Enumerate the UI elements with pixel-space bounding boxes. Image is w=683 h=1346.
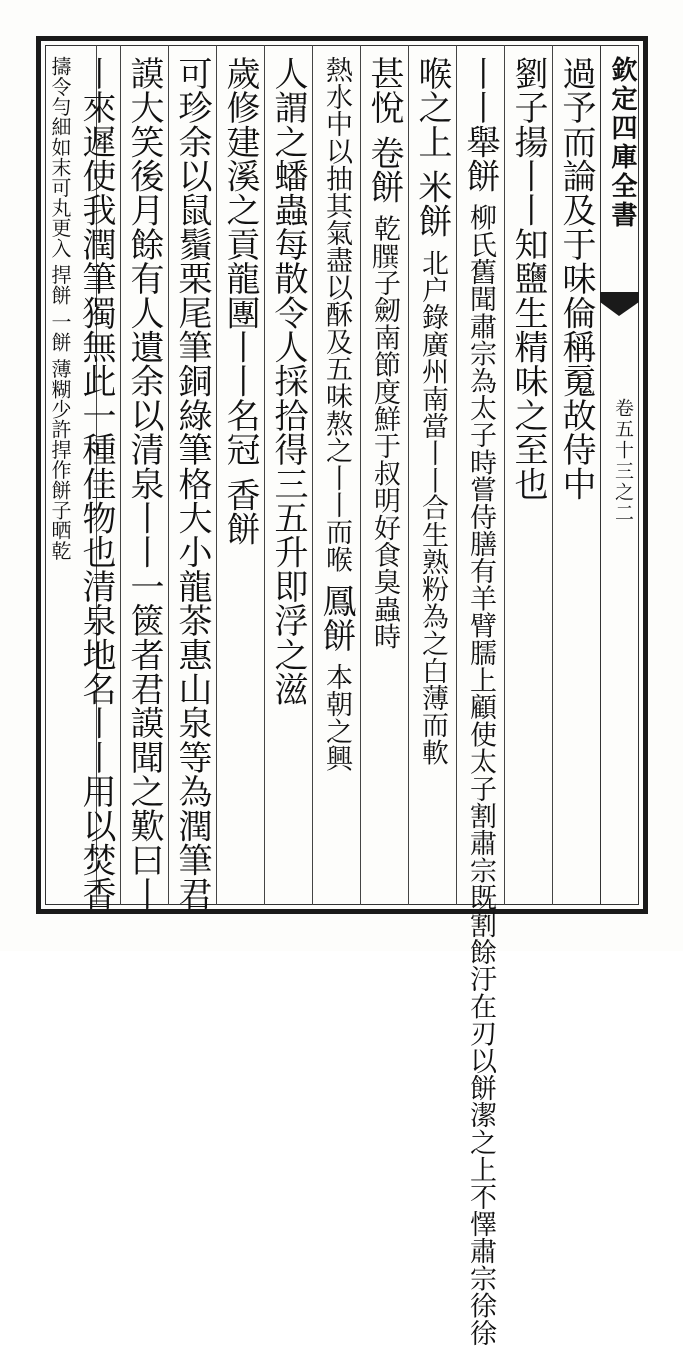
column-text: 劉子揚丨丨知鹽生精味之至也	[508, 56, 548, 501]
text-column-10	[120, 56, 168, 911]
text-column-9	[168, 56, 216, 911]
text-column-7	[264, 56, 312, 896]
column-text: 丨丨舉餅	[460, 56, 500, 193]
text-column-6	[312, 56, 360, 896]
column-text: 薄糊少許捍作餅子晒乾	[48, 358, 72, 561]
headword-xiangbing: 香餅	[220, 477, 260, 546]
column-text: 歲修建溪之貢龍團丨丨名冠	[220, 56, 260, 467]
column-text: 人謂之蟠蟲每散令人採拾得三五升即浮之滋	[268, 56, 308, 706]
annotation-text: 本朝之興	[321, 663, 352, 773]
text-column-2	[504, 56, 552, 896]
headword-fengbing: 鳳餅	[316, 583, 356, 653]
text-column-12	[48, 56, 72, 896]
headword-yibing: 一餅	[48, 311, 72, 352]
text-column-1	[552, 56, 600, 896]
column-text: 過予而論及于味倫稱䰟故侍中	[556, 56, 596, 501]
column-text: 丨來遲使我潤筆獨無此一種佳物也清泉地名丨丨用以焚香	[76, 56, 116, 911]
column-text: 可珍余以鼠鬚栗尾筆銅綠筆格大小龍茶惠山泉等為潤筆君	[172, 56, 212, 911]
text-column-11	[72, 56, 120, 911]
headword-mibing: 米餅	[412, 169, 452, 239]
annotation-text: 北户錄廣州南當丨丨合生熟粉為之白薄而軟	[417, 249, 448, 766]
fishtail-mark-icon	[600, 292, 639, 324]
column-text: 擣令勻細如末可丸更入	[48, 56, 72, 258]
margin-title: 欽定四庫全書	[607, 56, 637, 230]
headword-juanbing: 卷餅	[364, 135, 404, 204]
annotation-text: 乾𦠆子劒南節度鮮于叔明好食臭蟲時	[369, 214, 400, 651]
text-column-5	[360, 56, 408, 896]
text-column-3	[456, 56, 504, 1346]
headword-hanbing: 捍餅	[48, 264, 72, 305]
column-text: 謨大笑後月餘有人遺余以清泉丨丨一篋者君謨聞之歎曰丨	[124, 56, 164, 911]
annotation-text: 熱水中以抽其氣盡以酥及五味熬之丨丨而喉	[321, 56, 352, 573]
column-text: 甚悅	[364, 56, 404, 125]
text-column-4	[408, 56, 456, 896]
text-column-8	[216, 56, 264, 896]
margin-volume-label: 卷五十三之二	[612, 398, 634, 524]
annotation-text: 柳氏舊聞肅宗為太子時嘗侍膳有羊臂臑上顧使太子割肅宗既割餘汙在刃以餅潔之上不懌肅宗徐徐	[465, 203, 496, 1346]
column-text: 喉之上	[412, 56, 452, 159]
